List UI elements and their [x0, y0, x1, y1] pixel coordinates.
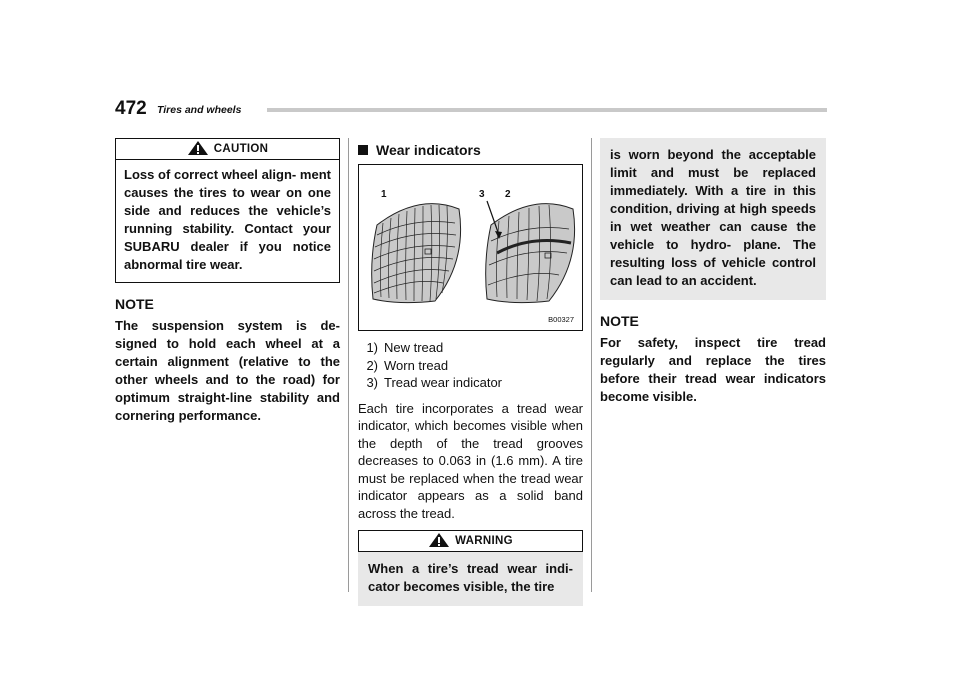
list-item — [358, 374, 583, 392]
heading-text: Wear indicators — [376, 142, 481, 158]
square-bullet-icon — [358, 145, 368, 155]
note-heading: NOTE — [115, 296, 154, 312]
warning-box-continued — [600, 138, 826, 300]
figure-label-3: 3 — [479, 189, 485, 200]
page-header — [115, 98, 827, 122]
page-number: 472 — [115, 98, 147, 119]
note-text: The suspension system is de- signed to hold each wheel at a certain alignment (relative to the other wheels and to the road) for optimum straight-line stability and cornering performance. — [115, 318, 340, 423]
figure-label-2: 2 — [505, 189, 511, 200]
section-title: Tires and wheels — [157, 104, 242, 116]
tread-figure — [358, 164, 583, 331]
list-item — [358, 339, 583, 357]
note-heading: NOTE — [600, 313, 639, 329]
warning-triangle-icon — [428, 532, 450, 548]
figure-code: B00327 — [548, 315, 574, 324]
tire-tread-illustration — [359, 165, 582, 330]
figure-label-1: 1 — [381, 189, 387, 200]
note-text: For safety, inspect tire tread regularly and replace the tires before their tread wear indicators become visible. — [600, 335, 826, 404]
wear-indicators-heading — [358, 142, 583, 158]
caution-header — [115, 138, 340, 160]
column-divider — [591, 138, 592, 592]
warning-header — [358, 530, 583, 552]
wear-body-text: Each tire incorporates a tread wear indicator, which becomes visible when the depth of the tread grooves decreases to 0.063 in (1.6 mm). A tire must be replaced when the tread wear indicator appears as a solid band across the tread. — [358, 400, 583, 521]
item-text: Worn tread — [384, 357, 449, 373]
warning-text-part1: When a tire’s tread wear indi- cator becomes visible, the tire — [368, 561, 573, 594]
item-number: 1) — [366, 340, 378, 355]
header-rule — [267, 108, 827, 112]
column-left — [115, 138, 340, 425]
item-text: New tread — [384, 340, 444, 355]
caution-box — [115, 160, 340, 283]
warning-triangle-icon — [187, 140, 209, 156]
caution-text: Loss of correct wheel align- ment causes the tires to wear on one side and reduces the vehicle’s running stability. Contact your SUBARU dealer if you notice abnormal tire wear. — [124, 167, 331, 272]
column-divider — [348, 138, 349, 592]
caution-label: CAUTION — [213, 143, 269, 155]
warning-text-part2: is worn beyond the acceptable limit and must be replaced immediately. With a tire in this condition, driving at high speeds in wet weather can cause the vehicle to hydro- plane. The resulting loss of vehicle control can lead to an accident. — [610, 147, 816, 288]
warning-box — [358, 552, 583, 606]
column-middle — [358, 138, 583, 606]
list-item — [358, 357, 583, 375]
item-text: Tread wear indicator — [384, 375, 503, 390]
figure-legend — [358, 339, 583, 392]
warning-label: WARNING — [455, 535, 513, 547]
item-number: 3) — [366, 375, 378, 390]
item-number: 2) — [366, 357, 378, 373]
column-right — [600, 138, 826, 406]
